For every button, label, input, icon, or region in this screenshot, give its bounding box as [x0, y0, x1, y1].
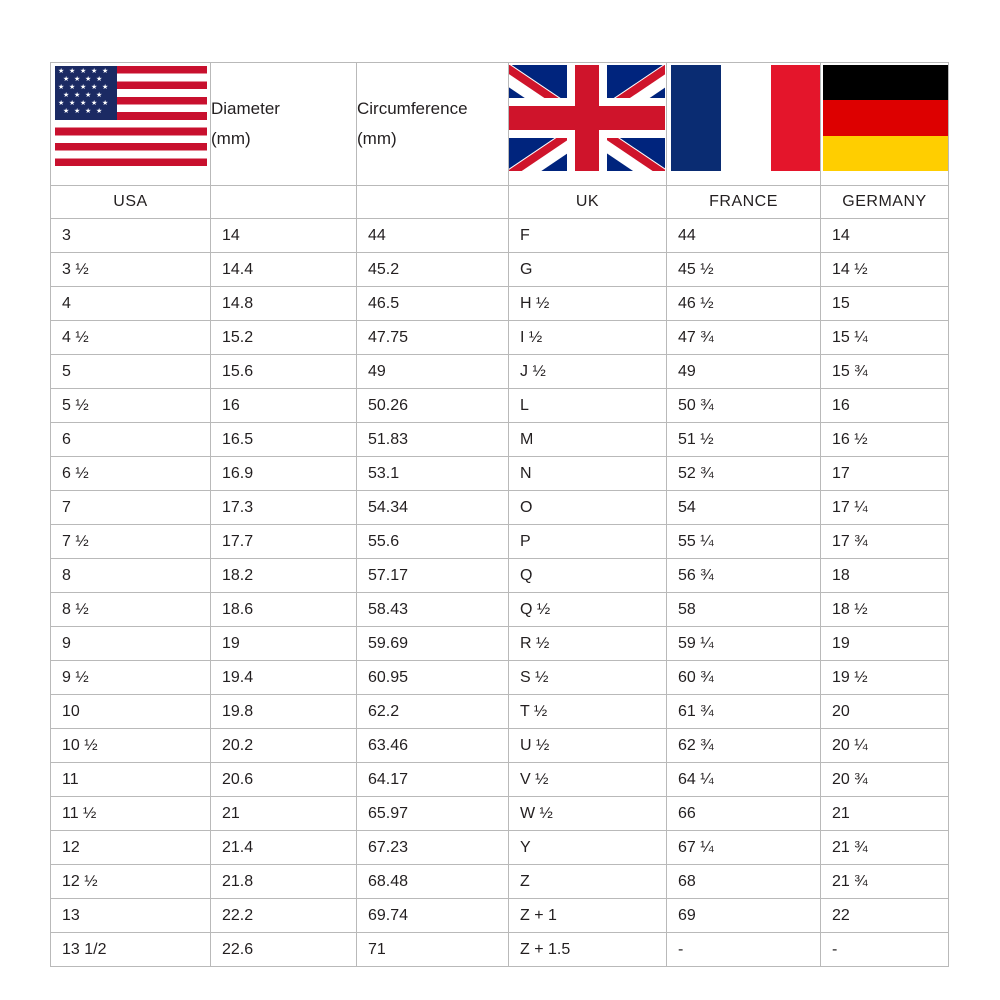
- cell-france: -: [667, 933, 821, 967]
- label-diameter-blank: [211, 186, 357, 219]
- ring-size-table: [50, 62, 949, 967]
- uk-flag-icon: [509, 65, 665, 171]
- usa-flag-box: [51, 63, 210, 185]
- table-row: [51, 559, 949, 593]
- cell-germany: 18 ½: [821, 593, 949, 627]
- cell-circumference: 65.97: [357, 797, 509, 831]
- cell-usa: 3 ½: [51, 253, 211, 287]
- cell-uk: Y: [509, 831, 667, 865]
- cell-germany: 17 ¼: [821, 491, 949, 525]
- cell-diameter: 16.5: [211, 423, 357, 457]
- table-row: [51, 287, 949, 321]
- cell-circumference: 51.83: [357, 423, 509, 457]
- cell-diameter: 22.6: [211, 933, 357, 967]
- cell-usa: 11: [51, 763, 211, 797]
- cell-germany: 21 ¾: [821, 865, 949, 899]
- cell-france: 64 ¼: [667, 763, 821, 797]
- cell-circumference: 54.34: [357, 491, 509, 525]
- label-germany: GERMANY: [821, 186, 949, 219]
- circumference-header-line1: Circumference: [357, 99, 468, 118]
- table-row: [51, 457, 949, 491]
- table-row: [51, 797, 949, 831]
- cell-diameter: 18.6: [211, 593, 357, 627]
- ring-size-chart: [50, 62, 948, 967]
- cell-uk: O: [509, 491, 667, 525]
- cell-uk: U ½: [509, 729, 667, 763]
- cell-germany: 16 ½: [821, 423, 949, 457]
- cell-usa: 12 ½: [51, 865, 211, 899]
- cell-germany: 15 ¼: [821, 321, 949, 355]
- cell-diameter: 17.3: [211, 491, 357, 525]
- cell-diameter: 15.2: [211, 321, 357, 355]
- cell-circumference: 71: [357, 933, 509, 967]
- cell-usa: 10 ½: [51, 729, 211, 763]
- cell-uk: R ½: [509, 627, 667, 661]
- cell-uk: Q ½: [509, 593, 667, 627]
- cell-france: 59 ¼: [667, 627, 821, 661]
- label-circumference-blank: [357, 186, 509, 219]
- circumference-header-line2: (mm): [357, 129, 397, 148]
- label-france: FRANCE: [667, 186, 821, 219]
- germany-flag-icon: [823, 65, 948, 171]
- cell-germany: 17: [821, 457, 949, 491]
- cell-usa: 7 ½: [51, 525, 211, 559]
- table-flag-header-row: [51, 63, 949, 186]
- cell-france: 55 ¼: [667, 525, 821, 559]
- cell-usa: 6: [51, 423, 211, 457]
- table-row: [51, 763, 949, 797]
- cell-uk: Q: [509, 559, 667, 593]
- cell-usa: 5: [51, 355, 211, 389]
- cell-uk: F: [509, 219, 667, 253]
- cell-germany: 21 ¾: [821, 831, 949, 865]
- cell-france: 58: [667, 593, 821, 627]
- cell-germany: 22: [821, 899, 949, 933]
- cell-uk: G: [509, 253, 667, 287]
- table-row: [51, 253, 949, 287]
- table-row: [51, 661, 949, 695]
- cell-germany: -: [821, 933, 949, 967]
- diameter-header-line2: (mm): [211, 129, 251, 148]
- cell-france: 49: [667, 355, 821, 389]
- cell-diameter: 15.6: [211, 355, 357, 389]
- cell-germany: 15: [821, 287, 949, 321]
- cell-uk: T ½: [509, 695, 667, 729]
- cell-germany: 18: [821, 559, 949, 593]
- cell-diameter: 16.9: [211, 457, 357, 491]
- label-uk: UK: [509, 186, 667, 219]
- cell-diameter: 19.4: [211, 661, 357, 695]
- cell-france: 69: [667, 899, 821, 933]
- germany-flag-cell: [821, 63, 949, 186]
- cell-usa: 6 ½: [51, 457, 211, 491]
- uk-flag-cell: [509, 63, 667, 186]
- cell-diameter: 19.8: [211, 695, 357, 729]
- cell-diameter: 21.8: [211, 865, 357, 899]
- cell-diameter: 14.8: [211, 287, 357, 321]
- cell-circumference: 49: [357, 355, 509, 389]
- cell-usa: 4: [51, 287, 211, 321]
- cell-usa: 8: [51, 559, 211, 593]
- cell-germany: 16: [821, 389, 949, 423]
- cell-france: 54: [667, 491, 821, 525]
- cell-germany: 21: [821, 797, 949, 831]
- cell-france: 68: [667, 865, 821, 899]
- cell-diameter: 17.7: [211, 525, 357, 559]
- table-row: [51, 525, 949, 559]
- usa-flag-cell: [51, 63, 211, 186]
- cell-circumference: 64.17: [357, 763, 509, 797]
- table-row: [51, 695, 949, 729]
- table-row: [51, 321, 949, 355]
- cell-usa: 9 ½: [51, 661, 211, 695]
- cell-usa: 10: [51, 695, 211, 729]
- cell-diameter: 14: [211, 219, 357, 253]
- cell-france: 45 ½: [667, 253, 821, 287]
- table-row: [51, 933, 949, 967]
- cell-circumference: 45.2: [357, 253, 509, 287]
- diameter-header-cell: [211, 63, 357, 186]
- cell-circumference: 63.46: [357, 729, 509, 763]
- cell-france: 52 ¾: [667, 457, 821, 491]
- cell-uk: L: [509, 389, 667, 423]
- cell-france: 61 ¾: [667, 695, 821, 729]
- germany-flag-box: [821, 63, 948, 185]
- france-flag-box: [667, 63, 820, 185]
- cell-circumference: 62.2: [357, 695, 509, 729]
- cell-circumference: 67.23: [357, 831, 509, 865]
- cell-uk: W ½: [509, 797, 667, 831]
- cell-uk: H ½: [509, 287, 667, 321]
- cell-germany: 19 ½: [821, 661, 949, 695]
- cell-circumference: 55.6: [357, 525, 509, 559]
- cell-uk: S ½: [509, 661, 667, 695]
- cell-diameter: 18.2: [211, 559, 357, 593]
- cell-usa: 3: [51, 219, 211, 253]
- cell-germany: 20 ¼: [821, 729, 949, 763]
- label-usa: USA: [51, 186, 211, 219]
- cell-uk: Z + 1.5: [509, 933, 667, 967]
- cell-circumference: 69.74: [357, 899, 509, 933]
- cell-france: 46 ½: [667, 287, 821, 321]
- cell-france: 50 ¾: [667, 389, 821, 423]
- cell-france: 44: [667, 219, 821, 253]
- table-row: [51, 219, 949, 253]
- table-row: [51, 899, 949, 933]
- cell-usa: 12: [51, 831, 211, 865]
- cell-diameter: 14.4: [211, 253, 357, 287]
- cell-circumference: 59.69: [357, 627, 509, 661]
- cell-circumference: 60.95: [357, 661, 509, 695]
- cell-uk: V ½: [509, 763, 667, 797]
- cell-usa: 8 ½: [51, 593, 211, 627]
- uk-flag-box: [509, 63, 666, 185]
- cell-usa: 13 1/2: [51, 933, 211, 967]
- cell-germany: 14: [821, 219, 949, 253]
- cell-uk: M: [509, 423, 667, 457]
- table-row: [51, 491, 949, 525]
- france-flag-icon: [671, 65, 820, 171]
- cell-uk: Z: [509, 865, 667, 899]
- cell-france: 66: [667, 797, 821, 831]
- table-row: [51, 627, 949, 661]
- cell-circumference: 53.1: [357, 457, 509, 491]
- cell-circumference: 50.26: [357, 389, 509, 423]
- cell-diameter: 16: [211, 389, 357, 423]
- cell-germany: 20: [821, 695, 949, 729]
- cell-germany: 17 ¾: [821, 525, 949, 559]
- table-row: [51, 355, 949, 389]
- cell-uk: Z + 1: [509, 899, 667, 933]
- cell-uk: I ½: [509, 321, 667, 355]
- table-row: [51, 423, 949, 457]
- table-row: [51, 729, 949, 763]
- cell-germany: 15 ¾: [821, 355, 949, 389]
- cell-france: 56 ¾: [667, 559, 821, 593]
- cell-diameter: 20.6: [211, 763, 357, 797]
- usa-flag-icon: [55, 66, 207, 166]
- table-row: [51, 389, 949, 423]
- cell-germany: 20 ¾: [821, 763, 949, 797]
- table-row: [51, 831, 949, 865]
- cell-diameter: 21.4: [211, 831, 357, 865]
- cell-diameter: 20.2: [211, 729, 357, 763]
- cell-france: 62 ¾: [667, 729, 821, 763]
- table-row: [51, 593, 949, 627]
- cell-usa: 5 ½: [51, 389, 211, 423]
- cell-circumference: 46.5: [357, 287, 509, 321]
- usa-canton: ★ ★ ★ ★ ★ ★ ★ ★ ★ ★ ★ ★ ★ ★ ★ ★ ★ ★ ★ ★ ★ ★ ★ ★ ★ ★ ★: [55, 66, 117, 120]
- cell-usa: 9: [51, 627, 211, 661]
- cell-france: 47 ¾: [667, 321, 821, 355]
- cell-germany: 14 ½: [821, 253, 949, 287]
- cell-germany: 19: [821, 627, 949, 661]
- cell-diameter: 21: [211, 797, 357, 831]
- cell-uk: N: [509, 457, 667, 491]
- cell-france: 60 ¾: [667, 661, 821, 695]
- cell-uk: J ½: [509, 355, 667, 389]
- table-country-label-row: [51, 186, 949, 219]
- cell-circumference: 57.17: [357, 559, 509, 593]
- cell-circumference: 58.43: [357, 593, 509, 627]
- cell-usa: 7: [51, 491, 211, 525]
- cell-usa: 13: [51, 899, 211, 933]
- cell-diameter: 19: [211, 627, 357, 661]
- table-row: [51, 865, 949, 899]
- cell-circumference: 68.48: [357, 865, 509, 899]
- cell-usa: 4 ½: [51, 321, 211, 355]
- france-flag-cell: [667, 63, 821, 186]
- cell-diameter: 22.2: [211, 899, 357, 933]
- cell-circumference: 47.75: [357, 321, 509, 355]
- cell-france: 51 ½: [667, 423, 821, 457]
- circumference-header-cell: [357, 63, 509, 186]
- diameter-header-line1: Diameter: [211, 99, 280, 118]
- cell-uk: P: [509, 525, 667, 559]
- cell-france: 67 ¼: [667, 831, 821, 865]
- cell-circumference: 44: [357, 219, 509, 253]
- cell-usa: 11 ½: [51, 797, 211, 831]
